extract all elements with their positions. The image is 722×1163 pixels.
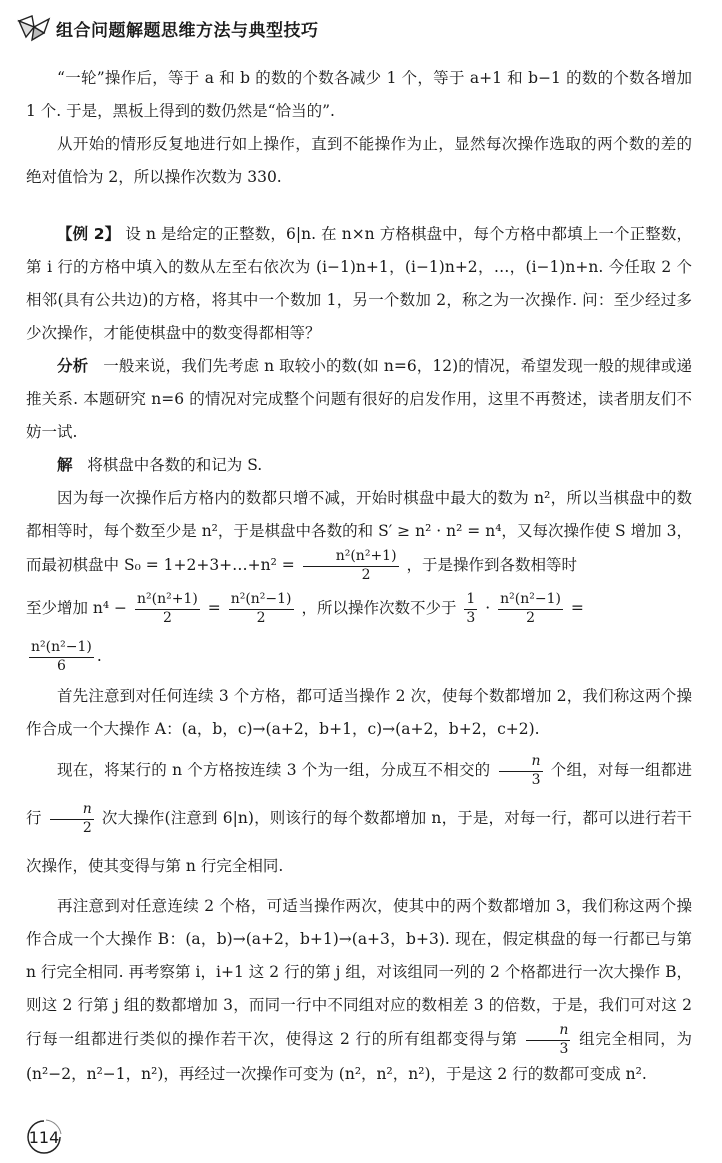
fraction-denominator: 3 — [559, 1040, 569, 1057]
formula-increase: 至少增加 n⁴ − — [26, 599, 128, 617]
solution-intro — [26, 449, 692, 482]
solution-p5-head: 再注意到对任意连续 2 个格，可适当操作两次，使其中的两个数都增加 3，我们称这两个操作合成一个大操作 B：(a，b)→(a+2，b+1)→(a+3，b+3). 现在，假定棋盘的每一行都已与第 n 行完全相同. 再考察第 i，i+1 这 2 行的第 j 组，对该组同一列的 2 个格都进行一次大操作 B，则这 2 行第 j 组的数都增加 3，而同一行中不同组对应的数相差 3 的倍数，于是，我们可对这 2 行每一组都进行类似的操作若干次，使得这 2 行的所有组都变得与第 — [26, 897, 692, 1048]
fraction-numerator: n — [50, 801, 94, 820]
solution-paragraph-4 — [26, 746, 692, 890]
fraction-n-over-3-b — [526, 1022, 570, 1058]
fraction-numerator: n²(n²−1) — [29, 639, 94, 658]
solution-label: 解 — [57, 456, 73, 474]
header-title: 组合问题解题思维方法与典型技巧 — [56, 20, 319, 41]
paragraph-intro-2: 从开始的情形反复地进行如上操作，直到不能操作为止，显然每次操作选取的两个数的差的绝对值恰为 2，所以操作次数为 330. — [26, 135, 692, 186]
solution-p2-mid: ，所以操作次数不少于 — [301, 599, 457, 617]
solution-p5-tail: 组完全相同，为 (n²−2，n²−1，n²)，再经过一次操作可变为 (n²，n²，n²)，于是这 2 行的数都可变成 n². — [26, 1030, 692, 1083]
equals-sign: = — [207, 599, 221, 617]
page-number-text: 114 — [28, 1127, 60, 1147]
fraction-numerator: n — [526, 1022, 570, 1041]
solution-p1-text: 因为每一次操作后方格内的数都只增不减，开始时棋盘中最大的数为 n²，所以当棋盘中的数都相等时，每个数至少是 n²，于是棋盘中各数的和 S′ ≥ n² · n² = n⁴，又每次操作使 S 增加 3，而最初棋盘中 — [26, 489, 692, 574]
fraction-denominator: 2 — [526, 609, 536, 626]
solution-paragraph-2 — [26, 584, 692, 632]
example-text: 设 n 是给定的正整数，6|n. 在 n×n 方格棋盘中，每个方格中都填上一个正整数，第 i 行的方格中填入的数从左至右依次为 (i−1)n+1，(i−1)n+2，…，(i−1)n+n. 今任取 2 个相邻(具有公共边)的方格，将其中一个数加 1，另一个数加 2，称之为一次操作. 问：至少经过多少次操作，才能使棋盘中的数变得都相等？ — [26, 225, 692, 342]
analysis-text: 一般来说，我们先考虑 n 取较小的数(如 n=6，12)的情况，希望发现一般的规律或递推关系. 本题研究 n=6 的情况对完成整个问题有很好的启发作用，这里不再赘述，读者朋友们不妨一试. — [26, 357, 692, 441]
paragraph-intro-1: “一轮”操作后，等于 a 和 b 的数的个数各减少 1 个，等于 a+1 和 b−1 的数的个数各增加 1 个. 于是，黑板上得到的数仍然是“恰当的”. — [26, 69, 692, 120]
fraction-sum — [303, 548, 399, 584]
fraction-n-over-2 — [50, 801, 94, 837]
page-body — [26, 62, 692, 1091]
fraction-denominator: 6 — [56, 657, 66, 674]
running-header — [16, 10, 319, 46]
fraction-numerator: 1 — [464, 591, 477, 610]
fraction-numerator: n — [499, 753, 543, 772]
fraction-denominator: 2 — [256, 609, 266, 626]
fraction-numerator: n²(n²+1) — [303, 548, 399, 567]
solution-p1-tail: ，于是操作到各数相等时 — [406, 556, 577, 574]
fraction-numerator: n²(n²−1) — [229, 591, 294, 610]
equals-sign: = — [570, 599, 584, 617]
example-label: 【例 2】 — [57, 225, 121, 243]
fraction-plus — [135, 591, 200, 627]
fraction-denominator: 2 — [361, 566, 371, 583]
analysis-paragraph — [26, 350, 692, 449]
solution-paragraph-5 — [26, 890, 692, 1091]
solution-p4-mid: 个组，对每一组都进行 — [26, 761, 692, 827]
fraction-denominator: 3 — [531, 771, 541, 788]
fraction-n-over-3 — [499, 753, 543, 789]
fraction-minus — [229, 591, 294, 627]
fraction-denominator: 3 — [466, 609, 476, 626]
period: . — [96, 647, 102, 665]
solution-paragraph-3: 首先注意到对任何连续 3 个方格，都可适当操作 2 次，使每个数都增加 2，我们称这两个操作合成一个大操作 A：(a，b，c)→(a+2，b+1，c)→(a+2，b+2，c+2). — [26, 687, 692, 738]
solution-text: 将棋盘中各数的和记为 S. — [87, 456, 263, 474]
solution-result-line — [26, 632, 692, 680]
fraction-result — [29, 639, 94, 675]
solution-p4-head: 现在，将某行的 n 个方格按连续 3 个为一组，分成互不相交的 — [57, 761, 491, 779]
book-logo-icon — [16, 13, 52, 43]
fraction-numerator: n²(n²−1) — [498, 591, 563, 610]
fraction-numerator: n²(n²+1) — [135, 591, 200, 610]
formula-s0: S₀ = 1+2+3+…+n² = — [123, 556, 295, 574]
page-number — [24, 1118, 64, 1156]
analysis-label: 分析 — [57, 357, 89, 375]
section-gap — [26, 194, 692, 218]
dot-operator: · — [485, 599, 491, 617]
fraction-denominator: 2 — [82, 819, 92, 836]
fraction-one-third — [464, 591, 477, 627]
solution-p4-tail: 次大操作(注意到 6|n)，则该行的每个数都增加 n，于是，对每一行，都可以进行若干次操作，使其变得与第 n 行完全相同. — [26, 809, 692, 875]
example-problem — [26, 218, 692, 350]
fraction-denominator: 2 — [162, 609, 172, 626]
fraction-minus-2 — [498, 591, 563, 627]
solution-paragraph-1 — [26, 482, 692, 584]
